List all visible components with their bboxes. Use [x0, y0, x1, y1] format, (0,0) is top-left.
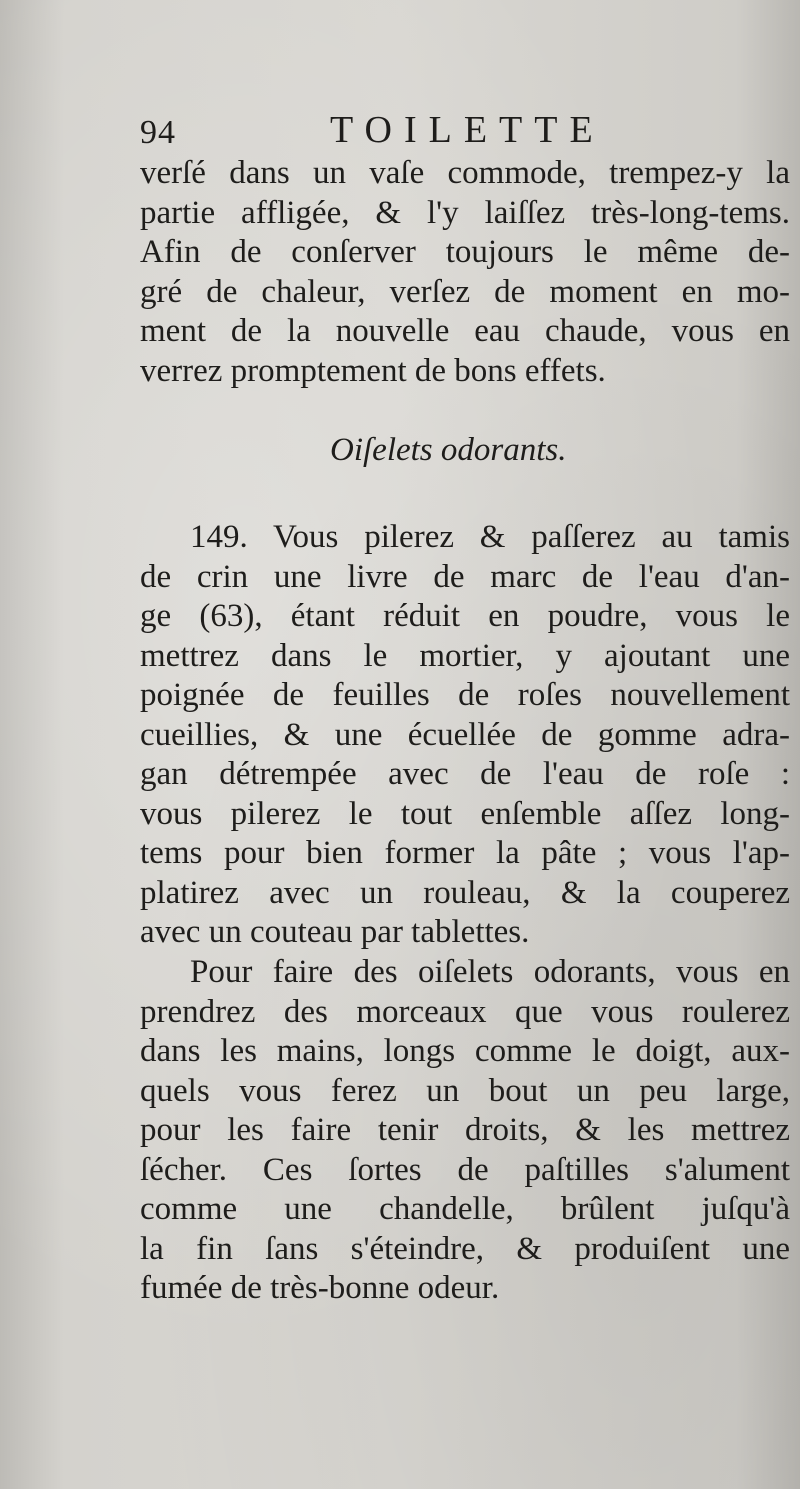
text-line: ment de la nouvelle eau chaude, vous en [140, 313, 790, 349]
text-line: la fin ſans s'éteindre, & produiſent une [140, 1230, 790, 1267]
text-line: pour les faire tenir droits, & les mettrez [140, 1112, 790, 1148]
text-line: quels vous ferez un bout un peu large, [140, 1072, 790, 1109]
text-line: de crin une livre de marc de l'eau d'an- [140, 558, 790, 595]
text-line: ge (63), étant réduit en poudre, vous le [140, 598, 790, 634]
text-line: vous pilerez le tout enſemble aſſez long- [140, 795, 790, 832]
text-line: verrez promptement de bons effets. [140, 352, 606, 389]
page-number: 94 [140, 114, 176, 151]
text-line: cueillies, & une écuellée de gomme adra- [140, 716, 790, 753]
page-header [140, 108, 760, 152]
continuation-paragraph [140, 154, 790, 391]
text-line: tems pour bien former la pâte ; vous l'ap- [140, 835, 790, 871]
text-line: Afin de conſerver toujours le même de- [140, 234, 790, 270]
running-title: TOILETTE [330, 109, 605, 151]
text-line: ſécher. Ces ſortes de paſtilles s'alument [140, 1151, 790, 1188]
text-line: Pour faire des oiſelets odorants, vous en [190, 954, 790, 990]
text-line: prendrez des morceaux que vous roulerez [140, 993, 790, 1030]
text-line: comme une chandelle, brûlent juſqu'à [140, 1191, 790, 1227]
text-line: 149. Vous pilerez & paſſerez au tamis [190, 519, 790, 555]
section-title: Oiſelets odorants. [330, 432, 567, 468]
text-line: avec un couteau par tablettes. [140, 914, 530, 950]
text-line: mettrez dans le mortier, y ajoutant une [140, 637, 790, 674]
text-line: fumée de très-bonne odeur. [140, 1270, 500, 1306]
text-line: gré de chaleur, verſez de moment en mo- [140, 273, 790, 310]
text-line: gan détrempée avec de l'eau de roſe : [140, 756, 790, 792]
text-line: verſé dans un vaſe commode, trempez-y la [140, 155, 790, 191]
paragraph-oiselets [140, 953, 790, 1309]
paragraph-149 [140, 518, 790, 953]
text-line: dans les mains, longs comme le doigt, aux- [140, 1033, 790, 1069]
text-line: partie affligée, & l'y laiſſez très-long-tems. [140, 194, 790, 231]
text-line: poignée de feuilles de roſes nouvellement [140, 677, 790, 713]
text-line: platirez avec un rouleau, & la couperez [140, 874, 790, 911]
